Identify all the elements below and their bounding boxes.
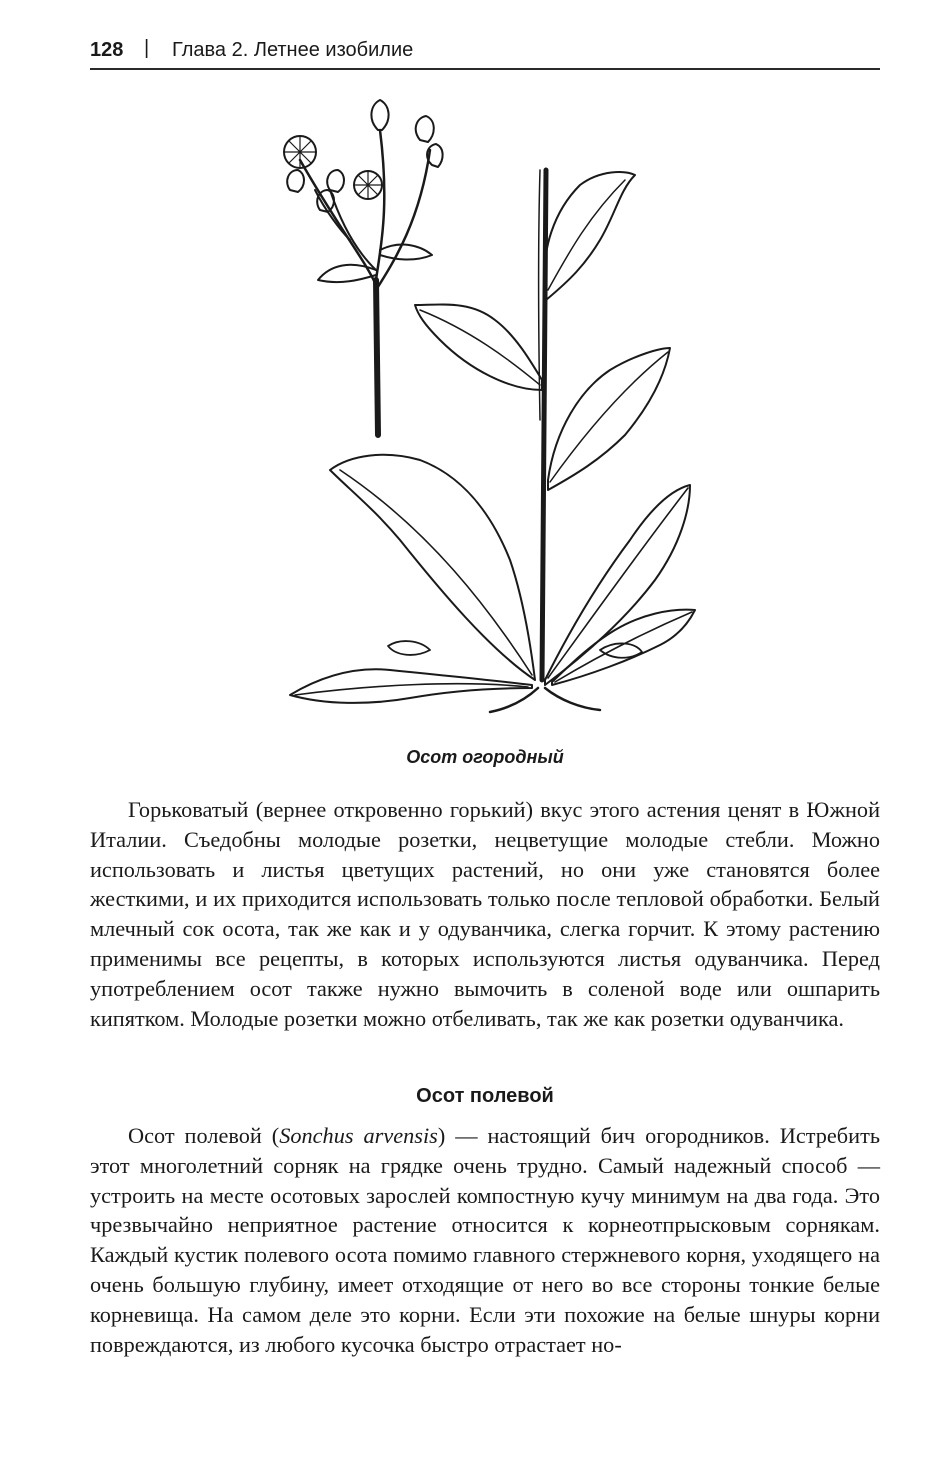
paragraph-1-text: Горьковатый (вернее откровенно горький) вкус этого астения ценят в Южной Италии. Съедобны молодые розетки, нецветущие молодые стебли. Можно использовать и листья цветущих растений, но они уже становятся более жесткими, и их приходится использовать только после тепловой обработки. Белый млечный сок осота, так же как и у одуванчика, слегка горчит. К этому растению применимы все рецепты, в которых используются листья одуванчика. Перед употреблением осот также нужно вымочить в соленой воде или ошпарить кипятком. Молодые розетки можно отбеливать, так же как розетки одуванчика. bbox=[90, 797, 880, 1031]
flowering-stem-icon bbox=[284, 100, 443, 435]
paragraph-1 bbox=[90, 795, 880, 1033]
page-header bbox=[90, 36, 880, 70]
basal-rosette-icon bbox=[290, 455, 695, 712]
paragraph-2 bbox=[90, 1121, 880, 1359]
figure-caption: Осот огородный bbox=[406, 747, 564, 767]
header-separator: | bbox=[144, 37, 150, 59]
section-title: Осот полевой bbox=[416, 1085, 554, 1107]
paragraph-2-text: ) — настоящий бич огородников. Истребить этот многолетний сорняк на грядке очень трудно. Самый надежный способ — устроить на месте осотовых зарослей компостную кучу минимум на два года. Это чрезвычайно неприятное растение относится к корнеотпрысковым сорнякам. Каждый кустик полевого осота помимо главного стержневого корня, уходящего на очень большую глубину, имеет отходящие от него во все стороны тонкие белые корневища. На самом деле это корни. Если эти похожие на белые шнуры корни повреждаются, из любого кусочка быстро отрастает но- bbox=[90, 1123, 880, 1357]
paragraph-2-lead: Осот полевой ( bbox=[128, 1123, 280, 1148]
latin-name: Sonchus arvensis bbox=[279, 1123, 438, 1148]
chapter-title: Глава 2. Летнее изобилие bbox=[172, 39, 414, 61]
sow-thistle-illustration bbox=[270, 90, 710, 730]
page-number: 128 bbox=[90, 39, 124, 61]
